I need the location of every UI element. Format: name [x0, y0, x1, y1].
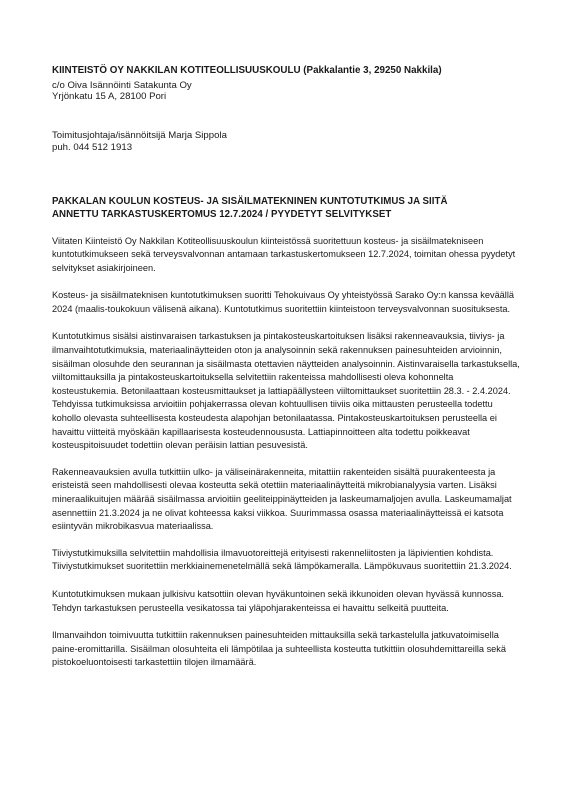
care-of-line: c/o Oiva Isännöinti Satakunta Oy [52, 79, 192, 91]
contact-phone: puh. 044 512 1913 [52, 142, 133, 153]
contact-role: Toimitusjohtaja/isännöitsijä Marja Sippola [52, 129, 227, 141]
address-line: Yrjönkatu 15 A, 28100 Pori [52, 91, 167, 102]
paragraph-structure-openings: Rakenneavauksien avulla tutkittiin ulko- ja väliseinärakenneita, mitattiin rakenteiden sisältä puurakenteesta ja eristeistä seen mahdollisesti olevaa kosteutta sekä otettiin materiaalinäytteitä mikrobianalyysia varten. Lisäksi mineraalikuitujen määrää sisäilmassa arvioitiin geeliteippinäytteiden ja laskeumamaljojen avulla. Laskeumamaljat asennettiin 21.3.2024 ja ne olivat kohteessa kaksi viikkoa. Suurimmassa osassa materiaalinäytteissä ei katsota esiintyvän mikrobikasvua materiaalissa. [52, 466, 512, 532]
title-line-2: ANNETTU TARKASTUSKERTOMUS 12.7.2024 / PYYDETYT SELVITYKSET [52, 209, 392, 220]
paragraph-tightness-studies: Tiiviystutkimuksilla selvitettiin mahdollisia ilmavuotoreittejä erityisesti rakenneliitosten ja läpivientien kohdista. Tiiviystutkimukset suoritettiin merkkiainemenetelmällä sekä lämpökameralla. Lämpökuvaus suoritettiin 21.3.2024. [52, 547, 512, 572]
paragraph-study-contents: Kuntotutkimus sisälsi aistinvaraisen tarkastuksen ja pintakosteuskartoituksen lisäksi rakenneavauksia, tiiviys- ja ilmanvaihtotutkimuksia, materiaalinäytteiden oton ja analysoinnin sekä rakennuksen painesuhteiden arvioinnin, sisäilman olosuhde den seurannan ja sisäilmasta otettavien näytteiden analysoinnin. Aistinvaraisella tarkastuksella, viiltomittauksilla ja pintakosteuskartoituksella selvitettiin rakenteissa mahdollisesti oleva kohonnelta kosteustukemia. Betonilaattaan kosteusmittaukset ja lattiapäällysteen viiltomittaukset suoritettiin 28.3. - 2.4.2024. Tehdyissa tutkimuksissa arvioitiin pohjakerrassa olevan kohtuullisen tiiviis oika mittausten perusteella todettu kohollo olevasta suhteellisesta kosteudesta alapohjan betonilaatassa. Pintakosteuskartoituksen perusteella ei havaittu viitteitä myöskään kapillaarisesta kosteudennoususta. Lattiapinnoitteen alta todettu poikkeavat kosteuspitoisuudet todettiin olevan peräisin lattian pesuvesistä. [52, 331, 520, 451]
document-title [52, 195, 522, 222]
paragraph-study-performer: Kosteus- ja sisäilmateknisen kuntotutkimuksen suoritti Tehokuivaus Oy yhteistyössä Sarako Oy:n kanssa keväällä 2024 (maalis-toukokuun välisenä aikana). Kuntotutkimus suoritettiin kiinteistoon terveysvalvonnan suosituksesta. [52, 290, 514, 314]
paragraph-facade-condition: Kuntotutkimuksen mukaan julkisivu katsottiin olevan hyväkuntoinen sekä ikkunoiden olevan hyvässä kunnossa. Tehdyn tarkastuksen perusteella vesikatossa tai yläpohjarakenteissa ei havaittu selkeitä puutteita. [52, 588, 504, 613]
paragraph-ventilation: Ilmanvaihdon toimivuutta tutkittiin rakennuksen painesuhteiden mittauksilla sekä tarkastelulla jatkuvatoimisella paine-eromittarilla. Sisäilman olosuhteita eli lämpötilaa ja suhteellista kosteutta tutkittiin olosuhdemittareilla sekä pistokoeluontoisesti tarkastettiin tilojen ilmamäärä. [52, 630, 506, 668]
title-line-1: PAKKALAN KOULUN KOSTEUS- JA SISÄILMATEKNINEN KUNTOTUTKIMUS JA SIITÄ [52, 195, 448, 207]
contact-block [52, 130, 522, 155]
paragraph-intro: Viitaten Kiinteistö Oy Nakkilan Kotiteollisuuskoulun kiinteistössä suoritettuun kosteus- ja sisäilmatekniseen kuntotutkimukseen sekä terveysvalvonnan antamaan tarkastuskertomukseen 12.7.2024, toimitan ohessa pyydetyt selvitykset asiakirjoineen. [52, 235, 516, 273]
document-body [52, 65, 522, 670]
company-name-line: KIINTEISTÖ OY NAKKILAN KOTITEOLLISUUSKOULU (Pakkalantie 3, 29250 Nakkila) [52, 65, 442, 76]
